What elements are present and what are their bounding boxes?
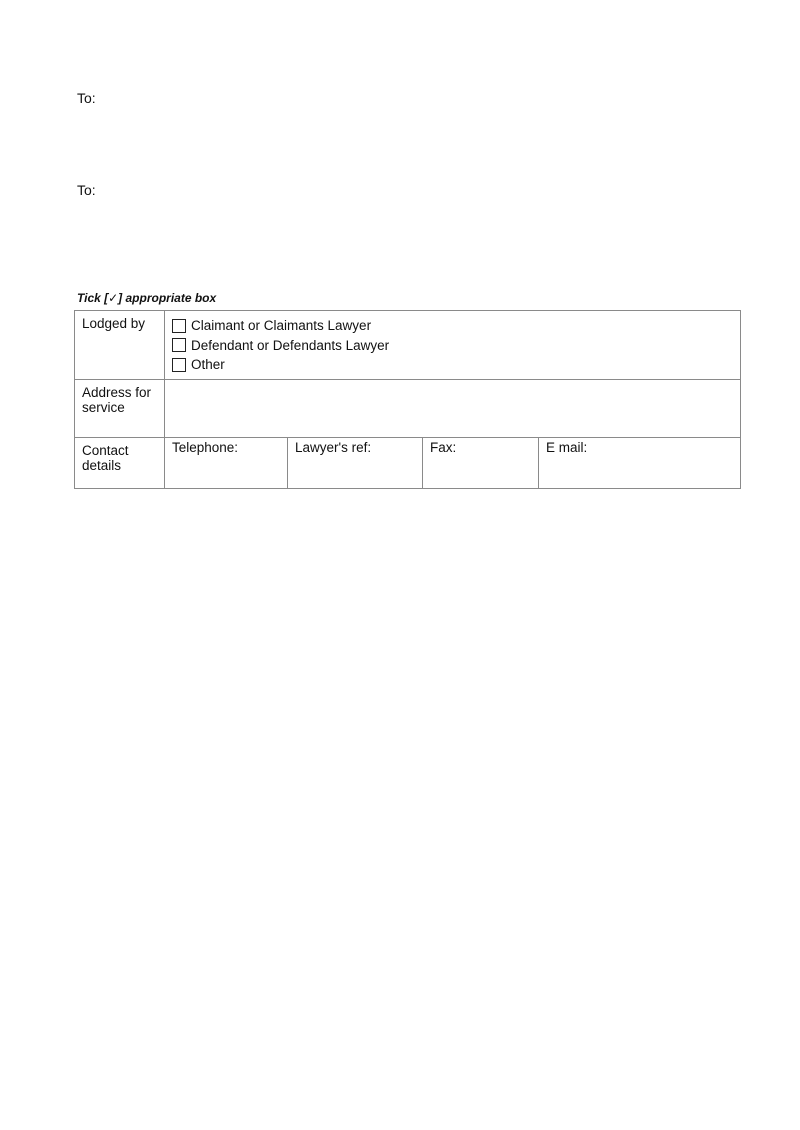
contact-row	[75, 437, 741, 488]
option-claimant-label: Claimant or Claimants Lawyer	[191, 318, 372, 333]
lawyers-ref-field[interactable]	[287, 438, 422, 488]
telephone-label: Telephone:	[172, 439, 239, 455]
address-row	[75, 379, 741, 437]
option-other[interactable]	[172, 355, 733, 375]
lodged-by-options	[165, 311, 741, 380]
tick-instruction: Tick [✓] appropriate box	[77, 291, 217, 305]
fax-label: Fax:	[430, 439, 457, 455]
address-for-service-label: Address for service	[75, 379, 165, 437]
option-defendant-label: Defendant or Defendants Lawyer	[191, 337, 390, 353]
to-label-1: To:	[77, 90, 96, 106]
checkbox-defendant[interactable]	[172, 338, 186, 352]
fax-field[interactable]	[422, 438, 538, 488]
lawyers-ref-label: Lawyer's ref:	[295, 439, 372, 455]
contact-details-fields	[165, 437, 741, 488]
telephone-field[interactable]	[165, 438, 287, 488]
checkbox-claimant[interactable]	[172, 319, 186, 333]
address-for-service-field[interactable]	[165, 379, 741, 437]
checkbox-other[interactable]	[172, 358, 186, 372]
lodged-by-row	[75, 311, 741, 380]
email-label: E mail:	[546, 439, 588, 455]
contact-details-label: Contact details	[75, 437, 165, 488]
to-label-2: To:	[77, 182, 96, 198]
option-claimant[interactable]	[172, 316, 733, 336]
lodgement-form-table	[74, 310, 741, 489]
lodged-by-label: Lodged by	[75, 311, 165, 380]
email-field[interactable]	[538, 438, 740, 488]
option-other-label: Other	[191, 357, 225, 372]
option-defendant[interactable]	[172, 336, 733, 356]
